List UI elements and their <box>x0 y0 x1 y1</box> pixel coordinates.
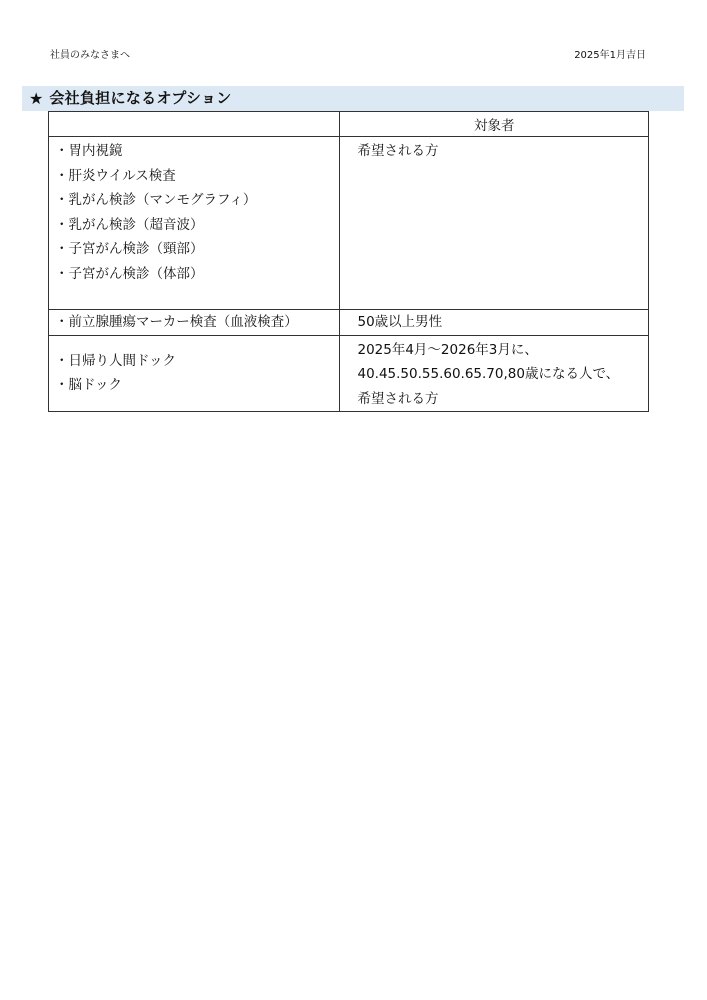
section-title: 会社負担になるオプション <box>49 89 232 107</box>
list-item: ・胃内視鏡 <box>55 143 123 159</box>
target-text: 希望される方 <box>357 143 439 159</box>
target-text: 40.45.50.55.60.65.70,80歳になる人で、 <box>357 366 620 382</box>
list-item: ・子宮がん検診（頸部） <box>55 241 204 257</box>
header-items <box>49 112 340 137</box>
target-cell <box>340 335 649 412</box>
exam-list <box>49 336 339 398</box>
options-table <box>48 111 649 412</box>
target-text: 2025年4月～2026年3月に、 <box>357 341 538 358</box>
table-row <box>49 310 649 336</box>
list-item: ・肝炎ウイルス検査 <box>55 167 176 184</box>
target-cell <box>340 137 649 310</box>
exam-list <box>49 137 339 286</box>
items-cell <box>49 335 340 412</box>
list-item: ・日帰り人間ドック <box>55 352 176 369</box>
list-item: ・前立腺腫瘍マーカー検査（血液検査） <box>55 314 298 330</box>
items-cell <box>49 137 340 310</box>
section-header <box>22 86 684 111</box>
table-header-row <box>49 112 649 137</box>
addressee: 社員のみなさまへ <box>50 50 130 61</box>
target-cell <box>340 310 649 336</box>
header-target: 対象者 <box>340 112 649 137</box>
exam-list <box>49 310 339 335</box>
target-text: 希望される方 <box>357 390 439 407</box>
star-icon: ★ <box>29 89 44 108</box>
target-text: 50歳以上男性 <box>357 314 443 330</box>
document-date: 2025年1月吉日 <box>574 50 646 61</box>
items-cell <box>49 310 340 336</box>
table-row <box>49 335 649 412</box>
list-item: ・乳がん検診（超音波） <box>55 216 204 233</box>
list-item: ・乳がん検診（マンモグラフィ） <box>55 192 257 208</box>
table-row <box>49 137 649 310</box>
list-item: ・子宮がん検診（体部） <box>55 265 204 282</box>
list-item: ・脳ドック <box>55 377 122 393</box>
